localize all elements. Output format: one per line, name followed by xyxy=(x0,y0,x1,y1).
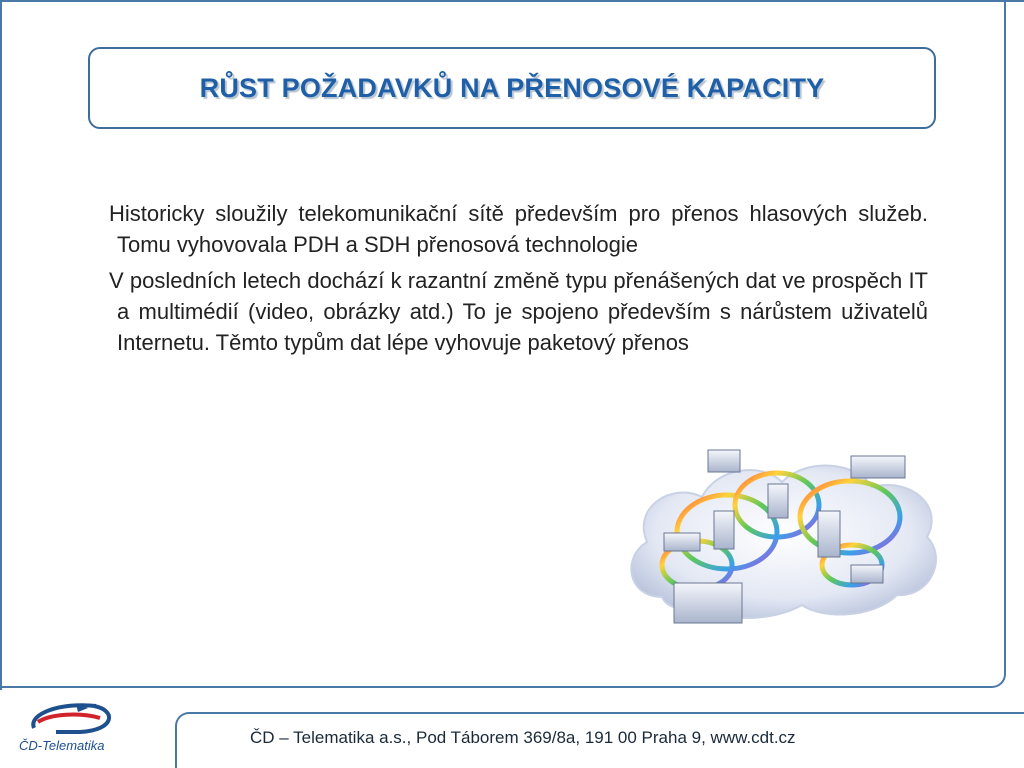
footer-address: ČD – Telematika a.s., Pod Táborem 369/8a, 191 00 Praha 9, www.cdt.cz xyxy=(250,728,796,747)
slide-title: RŮST POŽADAVKŮ NA PŘENOSOVÉ KAPACITY xyxy=(199,72,825,103)
paragraph-2: V posledních letech dochází k razantní změně typu přenášených dat ve prospěch IT a multimédií (video, obrázky atd.) To je spojeno především s nárůstem uživatelů Internetu. Těmto typům dat lépe vyhovuje paketový přenos xyxy=(109,268,928,355)
paragraph-1: Historicky sloužily telekomunikační sítě především pro přenos hlasových služeb. Tomu vyhovovala PDH a SDH přenosová technologie xyxy=(109,201,928,257)
title-box xyxy=(88,47,936,129)
logo-label: ČD-Telematika xyxy=(19,738,105,753)
slide-body xyxy=(109,198,928,363)
network-cloud-illustration xyxy=(622,447,944,625)
cd-logo-icon xyxy=(20,700,130,740)
